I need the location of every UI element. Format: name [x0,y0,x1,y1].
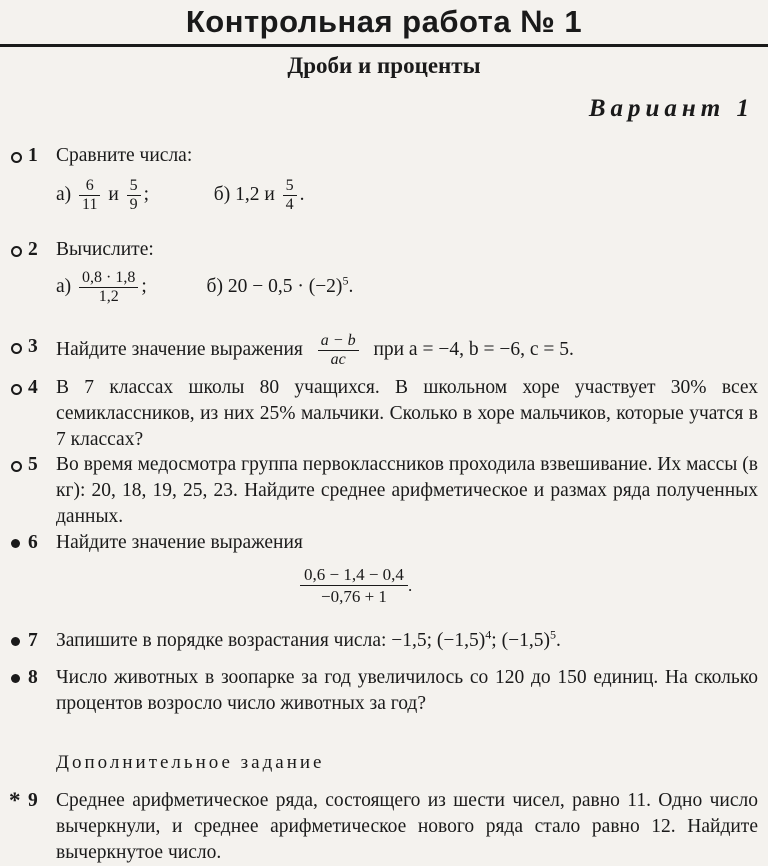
task-number: 3 [28,336,38,357]
task-text: Найдите значение выражения [56,532,303,553]
advanced-level-star-icon: * [9,788,21,813]
conjunction: и [264,183,275,205]
expression-fraction [300,564,412,607]
task-4 [8,375,758,453]
fraction [79,177,100,214]
task-number: 9 [28,790,38,811]
task-text: Найдите значение выражения [56,338,303,360]
task-number: 4 [28,377,38,398]
numerator: 0,6 − 1,4 − 0,4 [300,564,408,586]
exponent: 4 [485,627,492,642]
numerator: 5 [127,177,141,196]
extra-task-heading: Дополнительное задание [56,752,325,773]
task-1 [8,143,758,214]
task-number: 6 [28,532,38,553]
task-5 [8,452,758,530]
task-1-parts [56,177,758,214]
fraction [79,269,138,306]
task-text: В 7 классах школы 80 учащихся. В школьном хоре участвует 30% всех семиклассников, из них 25% мальчики. Сколько в хоре мальчиков, которые учатся в 7 классах? [56,377,758,450]
task-8 [8,665,758,717]
expression: 20 − 0,5 · (−2) [227,275,343,297]
part-a-label: а) [56,183,72,205]
punctuation: ; [141,275,147,297]
fraction [283,177,297,214]
page-title: Контрольная работа № 1 [185,4,583,39]
part-b-label: б) [206,275,223,297]
denominator: −0,76 + 1 [321,587,387,606]
denominator: 11 [82,196,98,213]
numerator: 5 [283,177,297,196]
punctuation: ; [143,183,150,205]
punctuation: . [299,183,305,205]
task-number: 5 [28,454,38,475]
numerator: 0,8 · 1,8 [79,269,138,288]
task-text: Запишите в порядке возрастания числа: −1,5; (−1,5) [56,630,486,651]
fraction [127,177,141,214]
punctuation: . [348,275,354,297]
task-text: Во время медосмотра группа первоклассников проходила взвешивание. Их массы (в кг): 20, 18, 19, 25, 23. Найдите среднее арифметическое и размах ряда полученных данных. [56,454,758,527]
task-condition: при a = −4, b = −6, c = 5. [373,338,574,360]
conjunction: и [108,183,119,205]
task-text: Среднее арифметическое ряда, состоящего из шести чисел, равно 11. Одно число вычеркнули, и среднее арифметическое нового ряда стало равно 12. Найдите вычеркнутое число. [56,790,758,863]
task-text-line [56,628,758,654]
task-9 [8,788,758,866]
punctuation: . [407,576,413,595]
task-text-continued: ; (−1,5) [491,630,550,651]
task-7 [8,628,758,654]
task-2 [8,237,758,306]
task-2-parts [56,269,758,306]
part-a-label: а) [56,275,72,297]
numerator: a − b [318,332,359,351]
exponent: 5 [342,273,349,288]
denominator: 1,2 [98,288,119,305]
part-b-label: б) [213,183,231,205]
numerator: 6 [79,177,100,196]
task-3 [8,332,758,369]
task-number: 2 [28,239,38,260]
page-subtitle: Дроби и проценты [287,53,481,78]
task-number: 7 [28,630,38,651]
exponent: 5 [549,627,556,642]
value: 1,2 [235,183,260,205]
denominator: 4 [285,196,294,213]
title-divider [0,44,768,47]
task-text: Вычислите: [56,239,154,260]
fraction [318,332,359,369]
task-text: Сравните числа: [56,145,193,166]
task-text: Число животных в зоопарке за год увеличилось со 120 до 150 единиц. На сколько процентов возросло число животных за год? [56,667,758,714]
variant-label: Вариант 1 [588,95,754,122]
task-number: 8 [28,667,38,688]
denominator: ac [330,351,346,368]
punctuation: . [555,630,561,651]
task-number: 1 [28,145,38,166]
task-6 [8,530,758,556]
task-text-line [56,332,758,369]
denominator: 9 [129,196,138,213]
